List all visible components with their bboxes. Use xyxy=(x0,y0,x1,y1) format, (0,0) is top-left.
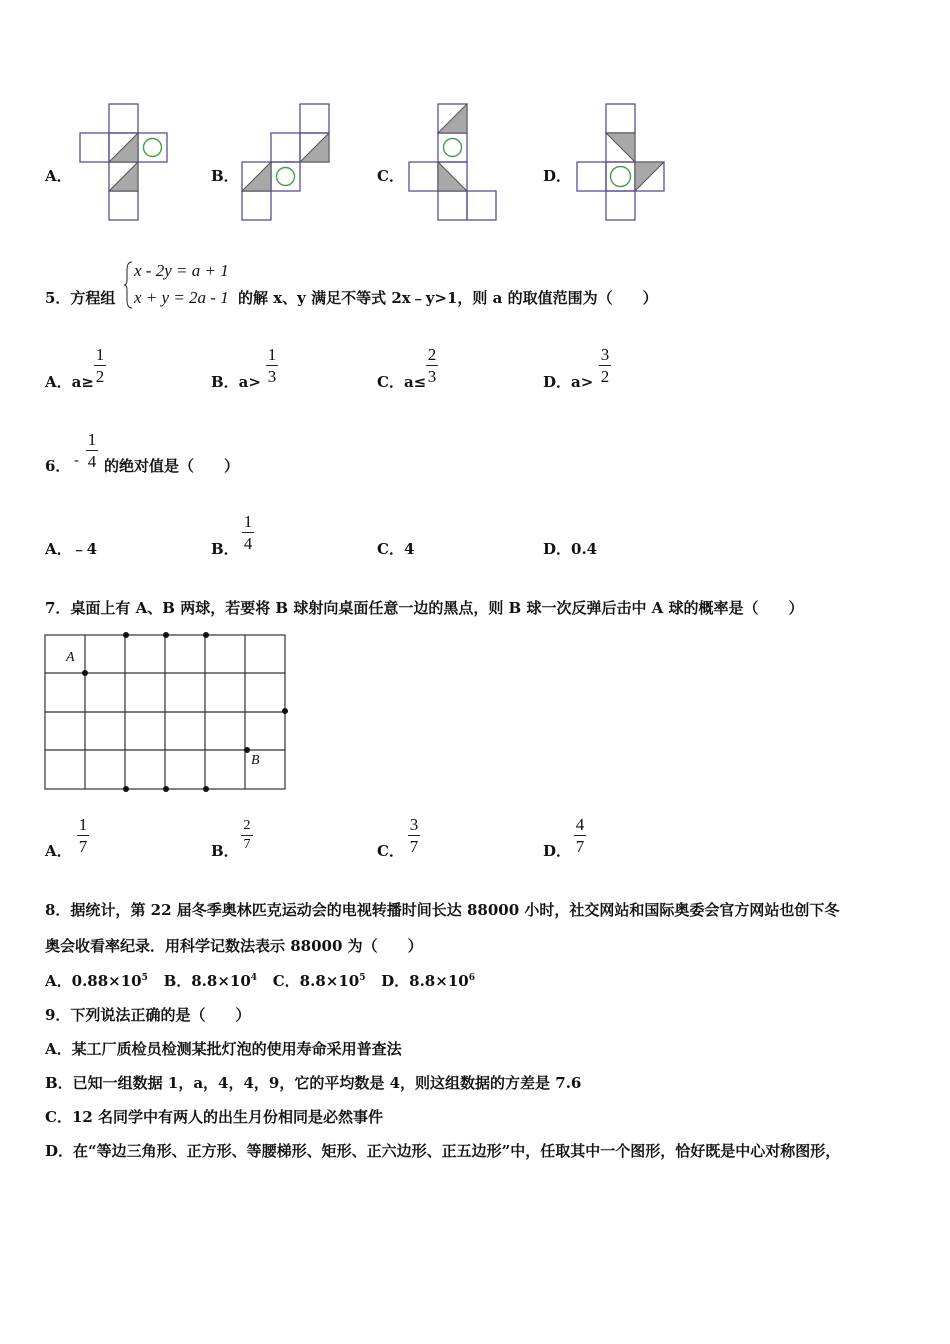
q5-option-b[interactable]: B．a> xyxy=(211,373,261,391)
fraction-denominator: 2 xyxy=(600,367,610,386)
q5-option-c-fraction xyxy=(426,345,438,386)
q8-option-a[interactable]: A．$0.88\times 10^5$ xyxy=(45,972,148,990)
fraction-denominator: 3 xyxy=(427,367,437,386)
q6-number: 6． xyxy=(45,457,71,475)
table-edge-dot xyxy=(123,632,129,638)
q5-number: 5．方程组 xyxy=(45,289,116,307)
q9-option-a[interactable]: A．某工厂质检员检测某批灯泡的使用寿命采用普查法 xyxy=(45,1040,402,1058)
q9-option-d[interactable]: D．在“等边三角形、正方形、等腰梯形、矩形、正六边形、正五边形”中，任取其中一个图形，恰好既是中心对称图形， xyxy=(45,1142,841,1160)
q7-option-c[interactable]: C． xyxy=(377,842,404,860)
net-a-figure xyxy=(75,100,175,225)
fraction-numerator: 1 xyxy=(243,512,253,531)
q8-options-row xyxy=(45,970,475,991)
q7-option-a[interactable]: A． xyxy=(45,842,72,860)
q5-option-d-fraction xyxy=(599,345,611,386)
ball-a-label: A xyxy=(66,650,75,665)
fraction-numerator: 3 xyxy=(409,815,419,834)
q5-brace xyxy=(124,260,134,310)
q6-option-d[interactable]: D．0.4 xyxy=(543,540,598,558)
q7-table-grid xyxy=(44,632,294,797)
ball-b-dot xyxy=(244,747,250,753)
q5-equation-1: x - 2y = a + 1 xyxy=(134,261,229,280)
fraction-numerator: 1 xyxy=(95,345,105,364)
fraction-numerator: 4 xyxy=(575,815,585,834)
q5-option-b-fraction xyxy=(266,345,278,386)
q8-option-b[interactable]: B．$8.8\times 10^4$ xyxy=(163,972,258,990)
q5-option-a[interactable]: A．a≥ xyxy=(45,373,94,391)
table-edge-dot xyxy=(123,786,129,792)
fraction-denominator: 7 xyxy=(78,837,88,856)
q5-stem: 的解 x、y 满足不等式 2x﹣y>1，则 a 的取值范围为（ ） xyxy=(238,289,658,307)
q5-equation-2: x + y = 2a - 1 xyxy=(134,288,229,307)
q7-option-d[interactable]: D． xyxy=(543,842,572,860)
q7-option-b-fraction xyxy=(241,818,253,853)
net-c-figure xyxy=(405,100,505,225)
q6-stem: 的绝对值是（ ） xyxy=(104,457,240,475)
q7-option-a-fraction xyxy=(77,815,89,856)
q8-option-d[interactable]: D．$8.8\times 10^6$ xyxy=(381,972,475,990)
q6-option-a[interactable]: A．﹣4 xyxy=(45,540,98,558)
fraction-denominator: 3 xyxy=(267,367,277,386)
table-edge-dot xyxy=(203,632,209,638)
q4-option-d-label[interactable]: D． xyxy=(543,167,572,185)
q4-option-a-label[interactable]: A． xyxy=(45,167,72,185)
fraction-denominator: 4 xyxy=(243,534,253,553)
net-b-figure xyxy=(240,100,340,225)
q5-option-d[interactable]: D．a> xyxy=(543,373,594,391)
fraction-numerator: 1 xyxy=(267,345,277,364)
q9-stem: 9．下列说法正确的是（ ） xyxy=(45,1006,251,1024)
fraction-numerator: 2 xyxy=(427,345,437,364)
table-edge-dot xyxy=(163,786,169,792)
q7-option-b[interactable]: B． xyxy=(211,842,239,860)
fraction-denominator: 7 xyxy=(243,837,251,852)
fraction-numerator: 1 xyxy=(87,430,97,449)
fraction-numerator: 3 xyxy=(600,345,610,364)
fraction-numerator: 1 xyxy=(78,815,88,834)
fraction-numerator: 2 xyxy=(243,818,251,833)
q6-fraction xyxy=(86,430,98,471)
q8-stem-line-2: 奥会收看率纪录．用科学记数法表示 88000 为（ ） xyxy=(45,937,423,955)
q9-option-b[interactable]: B．已知一组数据 1，a，4，4，9，它的平均数是 4，则这组数据的方差是 7.6 xyxy=(45,1074,582,1092)
fraction-denominator: 7 xyxy=(409,837,419,856)
net-d-figure xyxy=(570,100,670,225)
fraction-denominator: 2 xyxy=(95,367,105,386)
q6-option-b[interactable]: B． xyxy=(211,540,239,558)
q6-option-b-fraction xyxy=(242,512,254,553)
table-edge-dot xyxy=(163,632,169,638)
table-edge-dot xyxy=(203,786,209,792)
q8-option-c[interactable]: C．$8.8\times 10^5$ xyxy=(272,972,366,990)
q5-option-c[interactable]: C．a≤ xyxy=(377,373,427,391)
q7-option-c-fraction xyxy=(408,815,420,856)
q7-option-d-fraction xyxy=(574,815,586,856)
ball-a-dot xyxy=(82,670,88,676)
q5-option-a-fraction xyxy=(94,345,106,386)
fraction-denominator: 4 xyxy=(87,452,97,471)
q6-option-c[interactable]: C．4 xyxy=(377,540,415,558)
fraction-denominator: 7 xyxy=(575,837,585,856)
q8-stem-line-1: 8．据统计，第 22 届冬季奥林匹克运动会的电视转播时间长达 88000 小时，社交网站和国际奥委会官方网站也创下冬 xyxy=(45,901,840,919)
table-edge-dot xyxy=(282,708,288,714)
q6-minus-sign: - xyxy=(74,451,80,469)
q4-option-c-label[interactable]: C． xyxy=(377,167,404,185)
q4-option-b-label[interactable]: B． xyxy=(211,167,239,185)
q7-stem: 7．桌面上有 A、B 两球，若要将 B 球射向桌面任意一边的黑点，则 B 球一次反弹后击中 A 球的概率是（ ） xyxy=(45,599,804,617)
q9-option-c[interactable]: C．12 名同学中有两人的出生月份相同是必然事件 xyxy=(45,1108,384,1126)
ball-b-label: B xyxy=(251,753,260,768)
